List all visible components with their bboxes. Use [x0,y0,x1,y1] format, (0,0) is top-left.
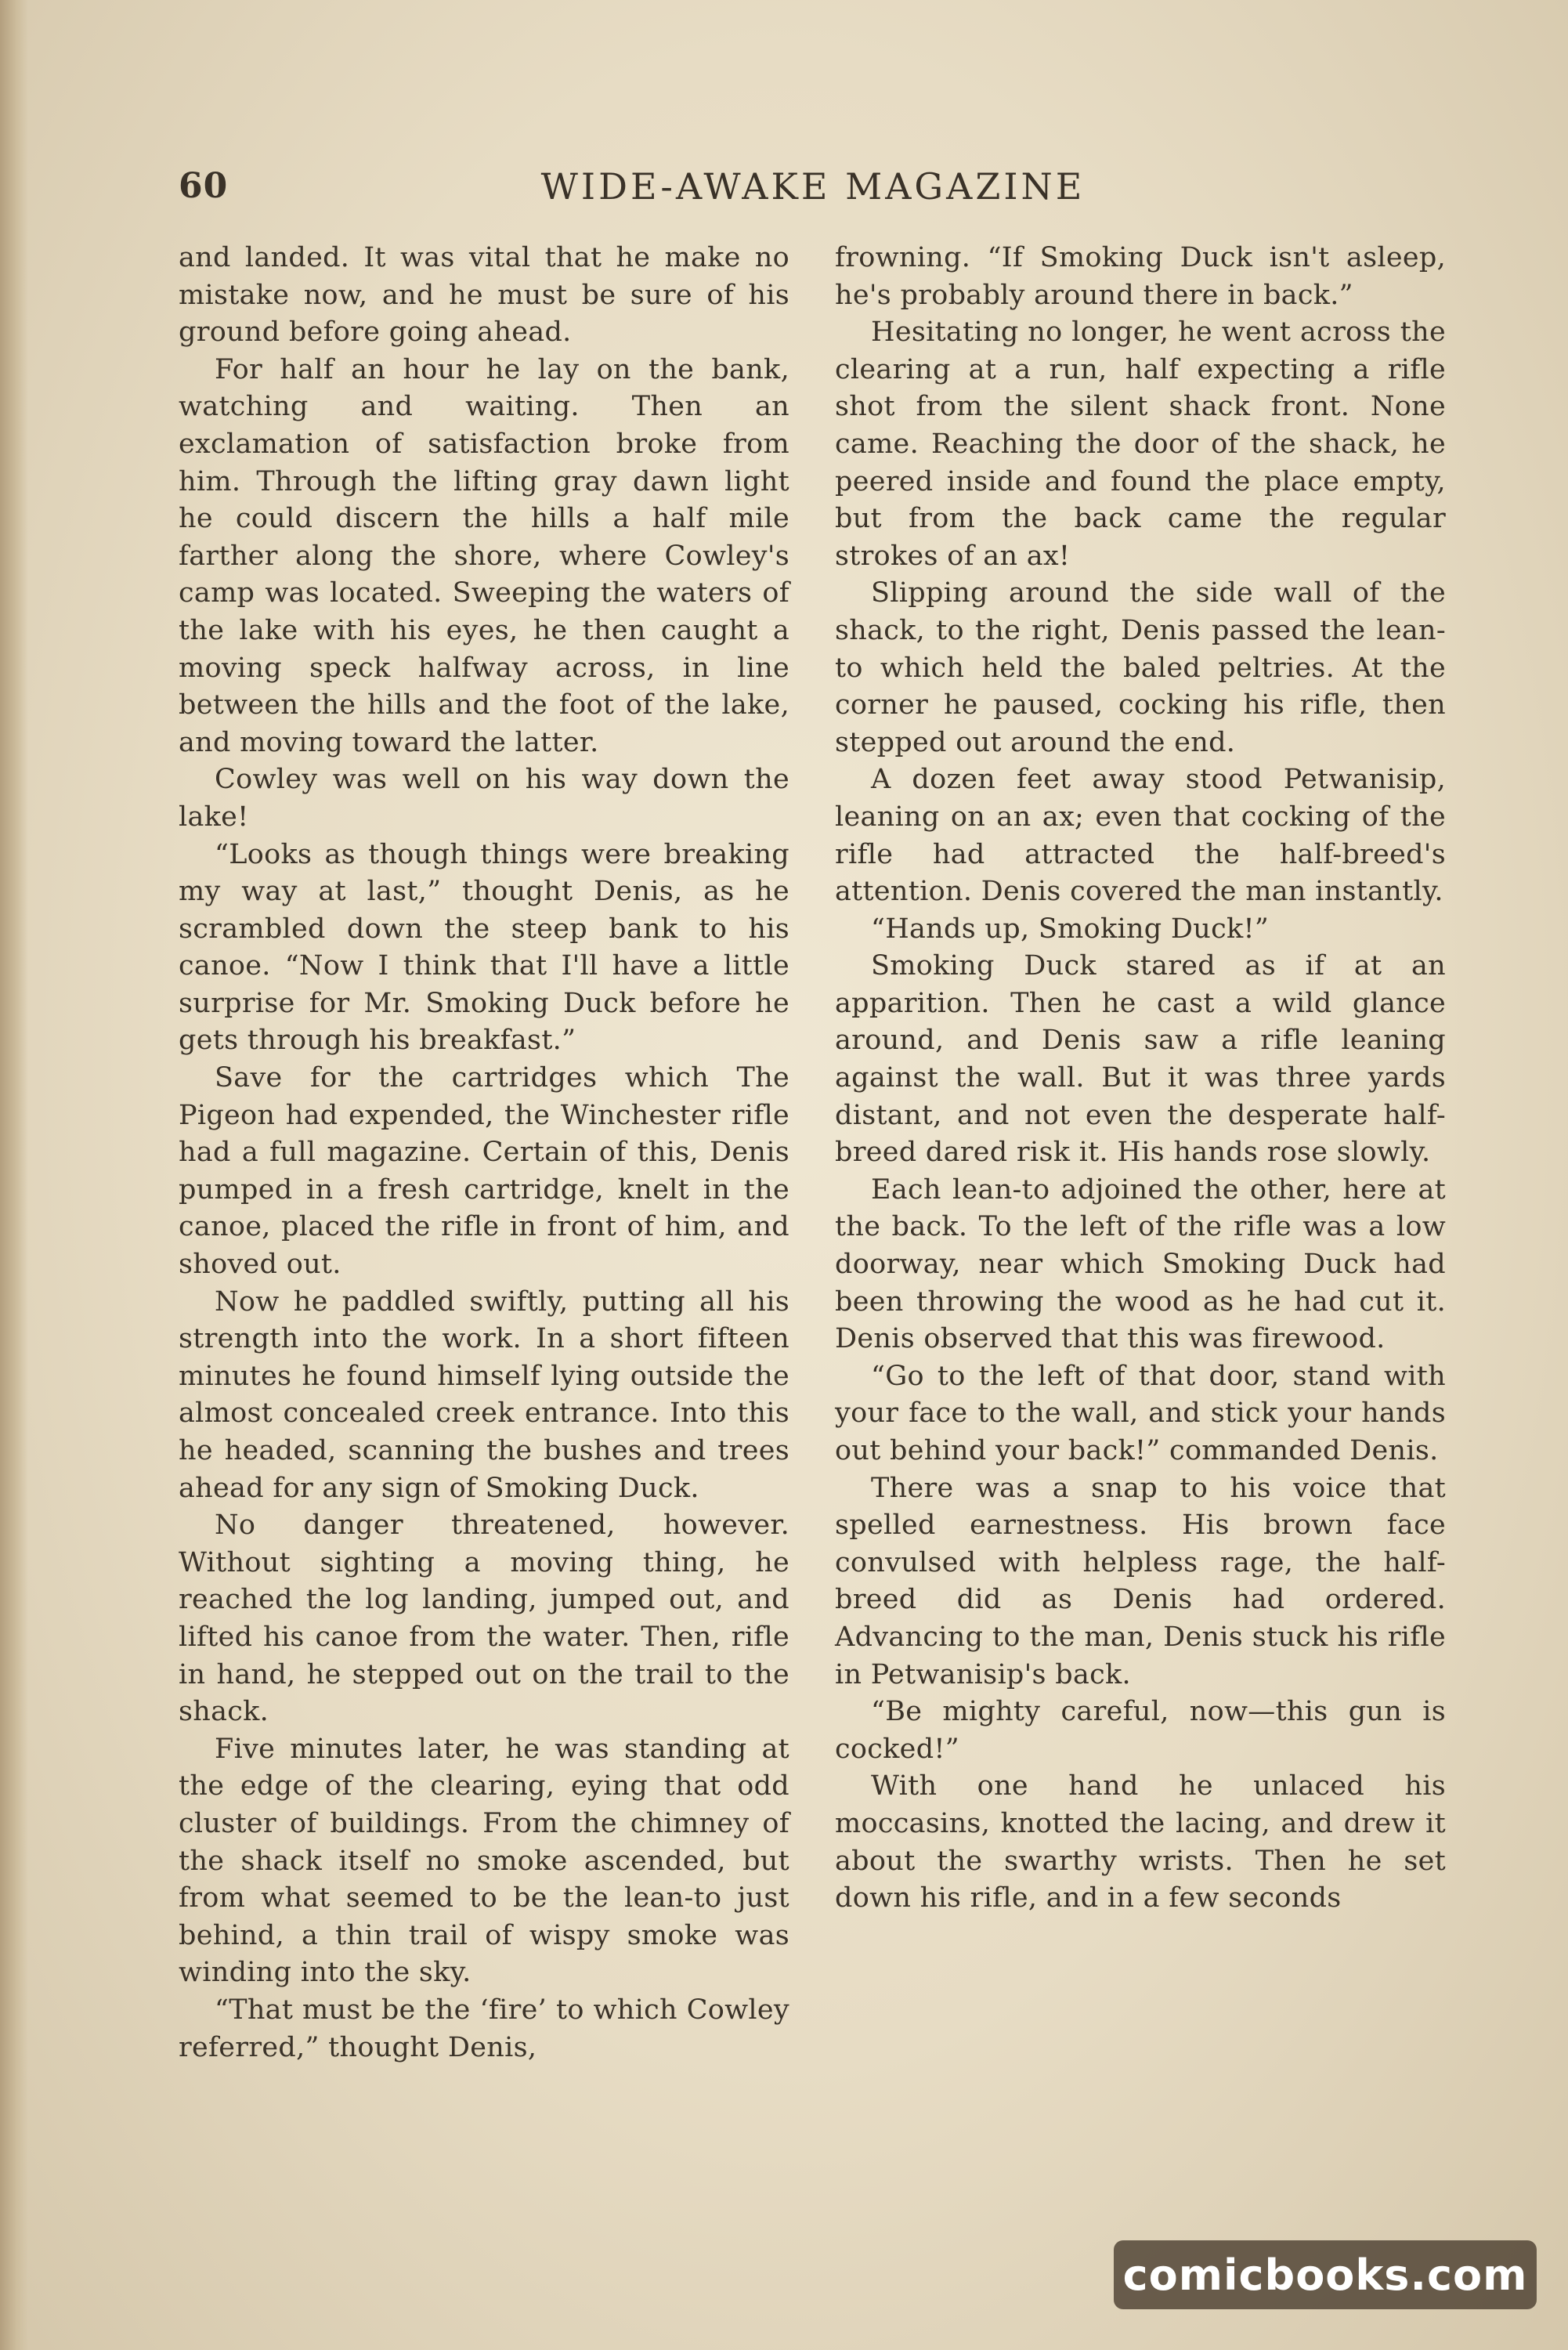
paragraph: For half an hour he lay on the bank, watching and waiting. Then an exclamation of satisfaction broke from him. Through the lifting gray dawn light he could discern the hills a half mile farther along the shore, where Cowley's camp was located. Sweeping the waters of the lake with his eyes, he then caught a moving speck halfway across, in line between the hills and the foot of the lake, and moving toward the latter. [179,353,789,758]
paragraph: and landed. It was vital that he make no mistake now, and he must be sure of his ground before going ahead. [179,242,789,349]
left-column [179,240,789,2066]
paragraph: Smoking Duck stared as if at an apparition. Then he cast a wild glance around, and Denis saw a rifle leaning against the wall. But it was three yards distant, and not even the desperate half-breed dared risk it. His hands rose slowly. [835,950,1446,1169]
page-binding-edge [0,0,28,2350]
paragraph: Now he paddled swiftly, putting all his strength into the work. In a short fifteen minutes he found himself lying outside the almost concealed creek entrance. Into this he headed, scanning the bushes and trees ahead for any sign of Smoking Duck. [179,1285,789,1504]
paragraph: “Hands up, Smoking Duck!” [871,913,1270,945]
paragraph: There was a snap to his voice that spelled earnestness. His brown face convulsed with helpless rage, the half-breed did as Denis had ordered. Advancing to the man, Denis stuck his rifle in Petwanisip's back. [835,1472,1446,1690]
paragraph: Slipping around the side wall of the shack, to the right, Denis passed the lean-to which held the baled peltries. At the corner he paused, cocking his rifle, then stepped out around the end. [835,577,1446,758]
running-head: WIDE-AWAKE MAGAZINE [540,165,1086,208]
page-header [179,163,1447,218]
paragraph: Cowley was well on his way down the lake! [179,764,789,833]
paragraph: With one hand he unlaced his moccasins, knotted the lacing, and drew it about the swarthy wrists. Then he set down his rifle, and in a few seconds [835,1770,1446,1914]
paragraph: No danger threatened, however. Without sighting a moving thing, he reached the log landing, jumped out, and lifted his canoe from the water. Then, rifle in hand, he stepped out on the trail to the shack. [179,1509,789,1728]
paragraph: Hesitating no longer, he went across the clearing at a run, half expecting a rifle shot from the silent shack front. None came. Reaching the door of the shack, he peered inside and found the place empty, but from the back came the regular strokes of an ax! [835,316,1446,572]
paragraph: A dozen feet away stood Petwanisip, leaning on an ax; even that cocking of the rifle had attracted the half-breed's attention. Denis covered the man instantly. [835,764,1446,908]
watermark-badge [1114,2240,1537,2309]
paragraph: “Go to the left of that door, stand with your face to the wall, and stick your hands out behind your back!” commanded Denis. [835,1360,1446,1466]
paragraph: Save for the cartridges which The Pigeon had expended, the Winchester rifle had a full magazine. Certain of this, Denis pumped in a fresh cartridge, knelt in the canoe, placed the rifle in front of him, and shoved out. [179,1062,789,1281]
watermark-text: comicbooks.com [1122,2250,1528,2300]
paragraph: Five minutes later, he was standing at the edge of the clearing, eying that odd cluster of buildings. From the chimney of the shack itself no smoke ascended, but from what seemed to be the lean-to just behind, a thin trail of wispy smoke was winding into the sky. [179,1733,789,1989]
right-column [835,240,1446,1918]
page-number: 60 [179,166,229,206]
paragraph: “That must be the ‘fire’ to which Cowley referred,” thought Denis, [179,1994,789,2063]
paragraph: frowning. “If Smoking Duck isn't asleep, he's probably around there in back.” [835,242,1446,311]
paragraph: “Be mighty careful, now—this gun is cocked!” [835,1696,1446,1765]
text-columns [179,240,1451,2112]
paragraph: Each lean-to adjoined the other, here at the back. To the left of the rifle was a low doorway, near which Smoking Duck had been throwing the wood as he had cut it. Denis observed that this was firewood. [835,1173,1446,1355]
paragraph: “Looks as though things were breaking my way at last,” thought Denis, as he scrambled down the steep bank to his canoe. “Now I think that I'll have a little surprise for Mr. Smoking Duck before he gets through his breakfast.” [179,838,789,1057]
